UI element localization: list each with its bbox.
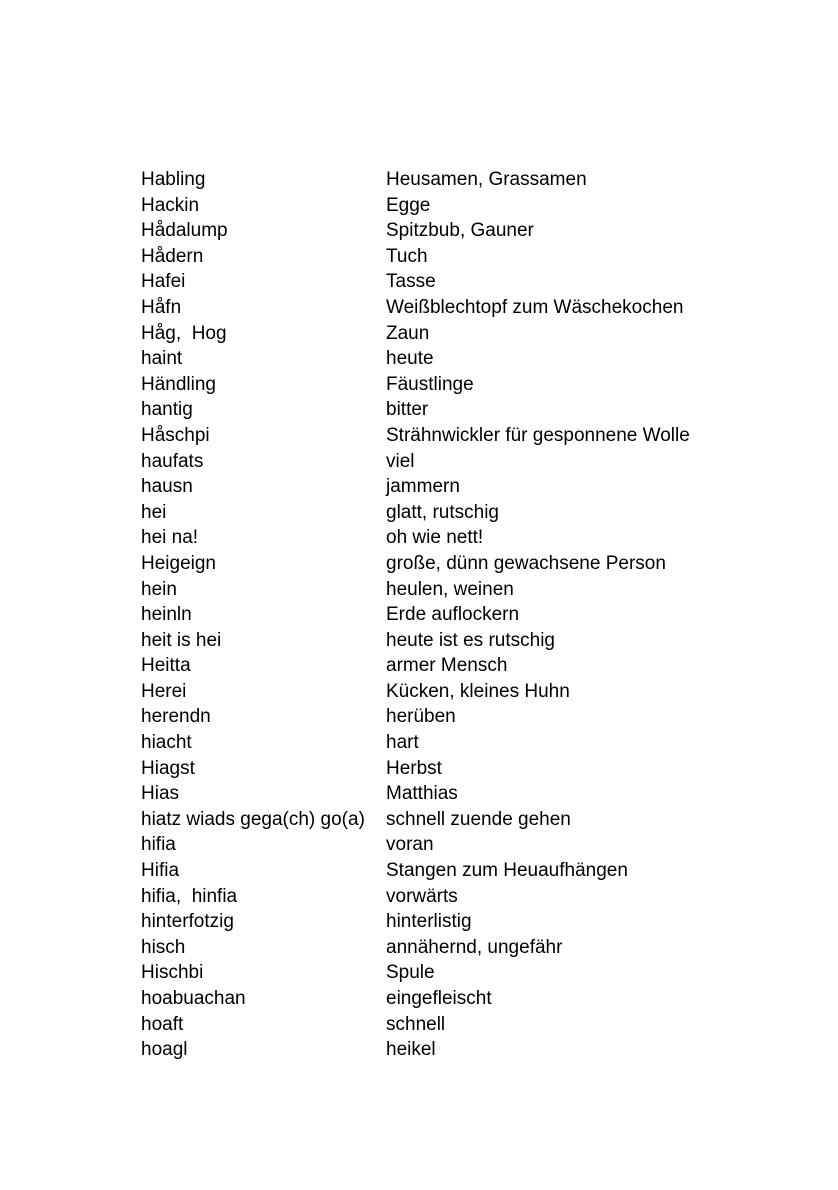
glossary-list (141, 167, 761, 1063)
term-meaning: Kücken, kleines Huhn (386, 680, 570, 702)
term-meaning: heulen, weinen (386, 578, 514, 600)
term-meaning: schnell (386, 1013, 446, 1035)
term-meaning: Erde auflockern (386, 604, 520, 626)
glossary-entry (141, 858, 761, 884)
glossary-entry (141, 679, 761, 705)
glossary-entry (141, 244, 761, 270)
dialect-term: Händling (141, 373, 216, 395)
glossary-entry (141, 781, 761, 807)
glossary-entry (141, 960, 761, 986)
dialect-term: Hafei (141, 271, 186, 293)
glossary-entry (141, 474, 761, 500)
term-meaning: oh wie nett! (386, 527, 484, 549)
dialect-term: Heitta (141, 655, 191, 677)
term-meaning: viel (386, 450, 415, 472)
dialect-term: hifia (141, 834, 176, 856)
term-meaning: schnell zuende gehen (386, 808, 571, 830)
dialect-term: hoagl (141, 1039, 188, 1061)
term-meaning: glatt, rutschig (386, 501, 499, 523)
glossary-entry (141, 346, 761, 372)
term-meaning: Spule (386, 962, 435, 984)
dialect-term: haint (141, 348, 183, 370)
dialect-term: Heigeign (141, 552, 216, 574)
dialect-term: Hådalump (141, 220, 228, 242)
glossary-entry (141, 884, 761, 910)
term-meaning: voran (386, 834, 434, 856)
dialect-term: Håschpi (141, 424, 210, 446)
term-meaning: Weißblechtopf zum Wäschekochen (386, 296, 684, 318)
term-meaning: armer Mensch (386, 655, 508, 677)
dialect-term: Håfn (141, 296, 182, 318)
glossary-entry (141, 321, 761, 347)
term-meaning: hart (386, 732, 419, 754)
term-meaning: heute (386, 348, 434, 370)
glossary-entry (141, 704, 761, 730)
dialect-term: hantig (141, 399, 193, 421)
glossary-entry (141, 423, 761, 449)
term-meaning: Strähnwickler für gesponnene Wolle (386, 424, 690, 446)
glossary-entry (141, 628, 761, 654)
dialect-term: hisch (141, 936, 186, 958)
glossary-entry (141, 577, 761, 603)
dialect-term: Håg, Hog (141, 322, 227, 344)
dialect-term: Hackin (141, 194, 200, 216)
term-meaning: große, dünn gewachsene Person (386, 552, 666, 574)
dialect-term: herendn (141, 706, 211, 728)
dialect-term: Habling (141, 169, 206, 190)
glossary-entry (141, 756, 761, 782)
term-meaning: heikel (386, 1039, 436, 1061)
term-meaning: annähernd, ungefähr (386, 936, 563, 958)
glossary-entry (141, 935, 761, 961)
dialect-term: Hiagst (141, 757, 195, 779)
term-meaning: hinterlistig (386, 911, 472, 933)
glossary-entry (141, 653, 761, 679)
term-meaning: Zaun (386, 322, 430, 344)
term-meaning: Stangen zum Heuaufhängen (386, 860, 628, 882)
glossary-entry (141, 269, 761, 295)
glossary-entry (141, 500, 761, 526)
dialect-term: hei na! (141, 527, 199, 549)
glossary-entry (141, 218, 761, 244)
term-meaning: jammern (386, 476, 460, 498)
dialect-term: Herei (141, 680, 187, 702)
glossary-entry (141, 1037, 761, 1063)
term-meaning: herüben (386, 706, 456, 728)
term-meaning: heute ist es rutschig (386, 629, 555, 651)
dialect-term: hinterfotzig (141, 911, 234, 933)
dialect-term: Hådern (141, 245, 204, 267)
dialect-term: hifia, hinfia (141, 885, 238, 907)
glossary-entry (141, 807, 761, 833)
term-meaning: eingefleischt (386, 988, 492, 1009)
glossary-entry (141, 730, 761, 756)
glossary-entry (141, 986, 761, 1012)
glossary-entry (141, 193, 761, 219)
dialect-term: heit is hei (141, 629, 222, 651)
dialect-term: hiatz wiads gega(ch) go(a) (141, 808, 365, 830)
term-meaning: Herbst (386, 757, 442, 779)
term-meaning: Tuch (386, 245, 428, 267)
term-meaning: Matthias (386, 783, 458, 805)
term-meaning: Heusamen, Grassamen (386, 169, 587, 190)
term-meaning: bitter (386, 399, 429, 421)
glossary-entry (141, 295, 761, 321)
glossary-entry (141, 525, 761, 551)
glossary-entry (141, 602, 761, 628)
dialect-term: hoabuachan (141, 988, 246, 1009)
dialect-term: Hias (141, 783, 180, 805)
term-meaning: Fäustlinge (386, 373, 474, 395)
glossary-entry (141, 909, 761, 935)
dialect-term: hein (141, 578, 177, 600)
glossary-entry (141, 551, 761, 577)
dialect-term: hiacht (141, 732, 192, 754)
term-meaning: Tasse (386, 271, 436, 293)
dialect-term: hoaft (141, 1013, 184, 1035)
dialect-term: hausn (141, 476, 193, 498)
glossary-entry (141, 167, 761, 193)
term-meaning: Egge (386, 194, 431, 216)
glossary-entry (141, 372, 761, 398)
term-meaning: vorwärts (386, 885, 458, 907)
glossary-entry (141, 832, 761, 858)
glossary-entry (141, 397, 761, 423)
glossary-entry (141, 449, 761, 475)
term-meaning: Spitzbub, Gauner (386, 220, 534, 242)
dialect-term: Hifia (141, 860, 180, 882)
dialect-term: heinln (141, 604, 192, 626)
dialect-term: Hischbi (141, 962, 204, 984)
dialect-term: haufats (141, 450, 204, 472)
glossary-entry (141, 1012, 761, 1038)
dialect-term: hei (141, 501, 167, 523)
